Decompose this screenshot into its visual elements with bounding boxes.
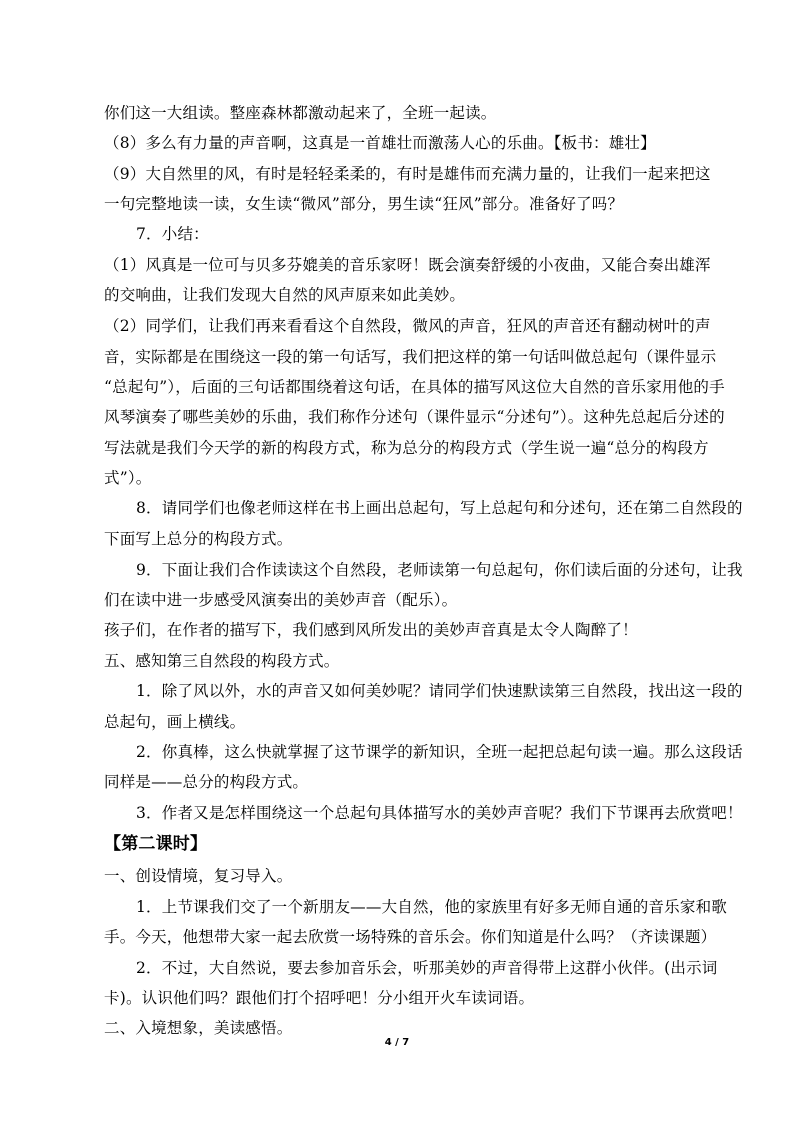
- text-line-10: “总起句”），后面的三句话都围绕着这句话，在具体的描写风这位大自然的音乐家用他的手: [104, 378, 725, 396]
- text-line-29: 2．不过，大自然说，要去参加音乐会，听那美妙的声音得带上这群小伙伴。(出示词: [136, 959, 718, 977]
- text-line-14: 8．请同学们也像老师这样在书上画出总起句，写上总起句和分述句，还在第二自然段的: [136, 499, 743, 517]
- text-line-15: 下面写上总分的构段方式。: [104, 530, 293, 548]
- section-heading-second-lesson: 【第二课时】: [104, 834, 208, 854]
- text-line-30: 卡)。认识他们吗？跟他们打个招呼吧！分小组开火车读词语。: [104, 989, 535, 1007]
- page-number: 4 / 7: [384, 1037, 410, 1048]
- text-line-11: 风琴演奏了哪些美妙的乐曲，我们称作分述句（课件显示“分述句”）。这种先总起后分述的: [104, 408, 725, 426]
- text-line-19: 五、感知第三自然段的构段方式。: [104, 652, 340, 670]
- text-line-12: 写法就是我们今天学的新的构段方式，称为总分的构段方式（学生说一遍“总分的构段方: [104, 439, 709, 457]
- text-line-24: 3．作者又是怎样围绕这一个总起句具体描写水的美妙声音呢？我们下节课再去欣赏吧！: [136, 804, 743, 822]
- text-line-13: 式”）。: [104, 469, 152, 487]
- text-line-2: （8）多么有力量的声音啊，这真是一首雄壮而激荡人心的乐曲。【板书：雄壮】: [104, 134, 656, 152]
- text-line-8: （2）同学们，让我们再来看看这个自然段，微风的声音，狂风的声音还有翻动树叶的声: [104, 317, 711, 335]
- text-line-23: 同样是——总分的构段方式。: [104, 773, 309, 791]
- text-line-16: 9．下面让我们合作读读这个自然段，老师读第一句总起句，你们读后面的分述句，让我: [136, 561, 743, 579]
- text-line-4: 一句完整地读一读，女生读“微风”部分，男生读“狂风”部分。准备好了吗？: [104, 195, 624, 213]
- text-line-31: 二、入境想象，美读感悟。: [104, 1019, 293, 1037]
- text-line-18: 孩子们，在作者的描写下，我们感到风所发出的美妙声音真是太令人陶醉了！: [104, 621, 638, 639]
- text-line-20: 1．除了风以外，水的声音又如何美妙呢？请同学们快速默读第三自然段，找出这一段的: [136, 682, 743, 700]
- text-line-9: 音，实际都是在围绕这一段的第一句话写，我们把这样的第一句话叫做总起句（课件显示: [104, 348, 717, 366]
- text-line-26: 一、创设情境，复习导入。: [104, 867, 293, 885]
- text-line-22: 2．你真棒，这么快就掌握了这节课学的新知识，全班一起把总起句读一遍。那么这段话: [136, 743, 743, 761]
- text-line-3: （9）大自然里的风，有时是轻轻柔柔的，有时是雄伟而充满力量的，让我们一起来把这: [104, 165, 711, 183]
- text-line-17: 们在读中进一步感受风演奏出的美妙声音（配乐）。: [104, 591, 458, 609]
- text-line-6: （1）风真是一位可与贝多芬媲美的音乐家呀！既会演奏舒缓的小夜曲，又能合奏出雄浑: [104, 256, 711, 274]
- text-line-21: 总起句，画上横线。: [104, 713, 246, 731]
- text-line-7: 的交响曲，让我们发现大自然的风声原来如此美妙。: [104, 286, 466, 304]
- text-line-5: 7．小结：: [136, 225, 209, 243]
- text-line-28: 手。今天，他想带大家一起去欣赏一场特殊的音乐会。你们知道是什么吗？（齐读课题）: [104, 928, 717, 946]
- text-line-1: 你们这一大组读。整座森林都激动起来了，全班一起读。: [104, 104, 497, 122]
- text-line-27: 1．上节课我们交了一个新朋友——大自然，他的家族里有好多无师自通的音乐家和歌: [136, 898, 727, 916]
